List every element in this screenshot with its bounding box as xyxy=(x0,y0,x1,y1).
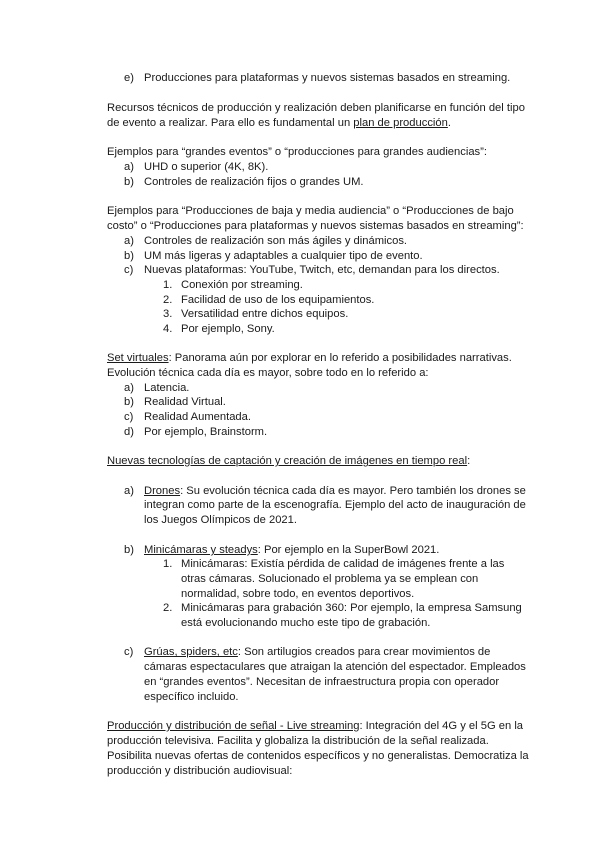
list-item: Versatilidad entre dichos equipos. xyxy=(181,308,349,320)
list-marker: 4. xyxy=(163,323,173,335)
drones-label: Drones xyxy=(144,485,181,497)
list-marker: b) xyxy=(124,544,134,556)
list-item-line: cámaras espectaculares que atraigan la atención del espectador. Empleados xyxy=(144,661,526,673)
list-marker: b) xyxy=(124,396,134,408)
list-item-line: otras cámaras. Solucionado el problema ya se emplean con xyxy=(181,573,479,585)
paragraph-line: producción televisiva. Facilita y globaliza la distribución de la señal realizada. xyxy=(107,735,489,747)
paragraph-line: producción y distribución audiovisual: xyxy=(107,765,293,777)
list-item: Conexión por streaming. xyxy=(181,279,303,291)
list-item: Controles de realización son más ágiles y dinámicos. xyxy=(144,235,408,247)
list-marker: d) xyxy=(124,426,134,438)
list-marker: a) xyxy=(124,235,134,247)
set-virtuales-label: Set virtuales xyxy=(107,352,169,364)
list-marker: b) xyxy=(124,176,134,188)
list-item: Drones: Su evolución técnica cada día es mayor. Pero también los drones se xyxy=(144,485,526,497)
list-item: Nuevas plataformas: YouTube, Twitch, etc, demandan para los directos. xyxy=(144,264,500,276)
list-item: UM más ligeras y adaptables a cualquier tipo de evento. xyxy=(144,250,423,262)
paragraph-line: Producción y distribución de señal - Live streaming: Integración del 4G y el 5G en la xyxy=(107,720,524,732)
plan-produccion-link: plan de producción xyxy=(353,117,448,129)
list-item: UHD o superior (4K, 8K). xyxy=(144,161,269,173)
list-item: Controles de realización fijos o grandes UM. xyxy=(144,176,364,188)
list-marker: 1. xyxy=(163,558,173,570)
minicamaras-label: Minicámaras y steadys xyxy=(144,544,258,556)
gruas-label: Grúas, spiders, etc xyxy=(144,646,238,658)
paragraph-line: Posibilita nuevas ofertas de contenidos específicos y no generalistas. Democratiza la xyxy=(107,750,529,762)
list-item: Por ejemplo, Sony. xyxy=(181,323,275,335)
list-item-line: integran como parte de la escenografía. Ejemplo del acto de inauguración de xyxy=(144,499,526,511)
list-item: Producciones para plataformas y nuevos sistemas basados en streaming. xyxy=(144,72,511,84)
list-item: Grúas, spiders, etc: Son artilugios creados para crear movimientos de xyxy=(144,646,491,658)
paragraph-line: costo” o “Producciones para plataformas y nuevos sistemas basados en streaming”: xyxy=(107,220,524,232)
list-item: Realidad Virtual. xyxy=(144,396,226,408)
list-item: Minicámaras para grabación 360: Por ejemplo, la empresa Samsung xyxy=(181,602,522,614)
list-marker: 1. xyxy=(163,279,173,291)
live-streaming-label: Producción y distribución de señal - Live streaming xyxy=(107,720,360,732)
paragraph-line: de evento a realizar. Para ello es fundamental un plan de producción. xyxy=(107,117,451,129)
list-marker: 3. xyxy=(163,308,173,320)
paragraph-line: Set virtuales: Panorama aún por explorar en lo referido a posibilidades narrativas. xyxy=(107,352,512,364)
list-item-line: en “grandes eventos”. Necesitan de infraestructura propia con operador xyxy=(144,676,500,688)
list-marker: 2. xyxy=(163,294,173,306)
list-item: Realidad Aumentada. xyxy=(144,411,251,423)
list-marker: c) xyxy=(124,264,134,276)
list-marker: a) xyxy=(124,382,134,394)
section-heading: Nuevas tecnologías de captación y creación de imágenes en tiempo real: xyxy=(107,455,471,467)
list-marker: e) xyxy=(124,72,134,84)
paragraph-line: Recursos técnicos de producción y realización deben planificarse en función del tipo xyxy=(107,102,525,114)
list-item-line: normalidad, sobre todo, en eventos deportivos. xyxy=(181,588,415,600)
paragraph-line: Ejemplos para “grandes eventos” o “producciones para grandes audiencias”: xyxy=(107,146,487,158)
list-item-line: los Juegos Olímpicos de 2021. xyxy=(144,514,297,526)
list-marker: b) xyxy=(124,250,134,262)
list-item: Facilidad de uso de los equipamientos. xyxy=(181,294,375,306)
list-item-line: está evolucionando mucho este tipo de grabación. xyxy=(181,617,431,629)
list-item: Minicámaras: Existía pérdida de calidad de imágenes frente a las xyxy=(181,558,505,570)
list-marker: a) xyxy=(124,485,134,497)
paragraph-line: Evolución técnica cada día es mayor, sobre todo en lo referido a: xyxy=(107,367,429,379)
list-item: Por ejemplo, Brainstorm. xyxy=(144,426,268,438)
list-marker: a) xyxy=(124,161,134,173)
list-item: Minicámaras y steadys: Por ejemplo en la SuperBowl 2021. xyxy=(144,544,440,556)
list-marker: c) xyxy=(124,646,134,658)
list-item-line: específico incluido. xyxy=(144,691,239,703)
list-item: Latencia. xyxy=(144,382,190,394)
list-marker: 2. xyxy=(163,602,173,614)
paragraph-line: Ejemplos para “Producciones de baja y media audiencia” o “Producciones de bajo xyxy=(107,205,514,217)
list-marker: c) xyxy=(124,411,134,423)
